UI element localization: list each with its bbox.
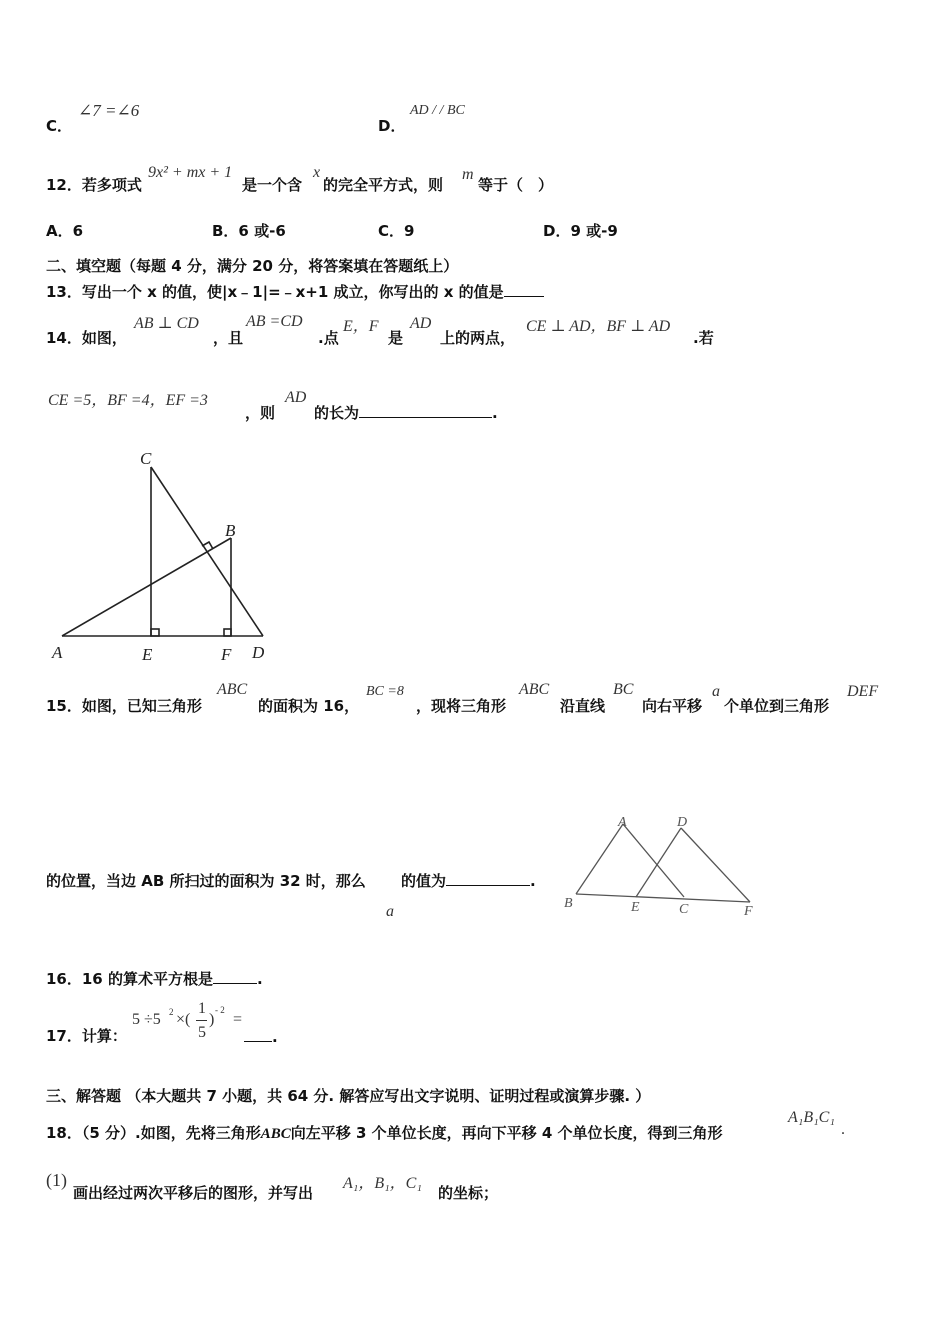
q18-m1: A₁B₁C₁ — [788, 1109, 835, 1126]
q17-label: 17．计算： — [46, 1027, 127, 1045]
q14-answer-blank[interactable] — [359, 403, 492, 418]
option-d-label: D． — [378, 117, 406, 135]
label-b: B — [564, 896, 573, 911]
label-a: A — [52, 643, 63, 662]
q14-m6: CE =5，BF =4，EF =3 — [48, 392, 208, 409]
q15-m4: BC — [613, 681, 634, 698]
line-df — [681, 828, 750, 902]
line-ab — [62, 538, 231, 636]
q12-var-m: m — [462, 166, 474, 183]
label-a: A — [618, 815, 627, 830]
label-f: F — [744, 904, 753, 919]
q15-m3: ABC — [519, 681, 550, 698]
q17-expression — [132, 1000, 252, 1050]
q18-sm: A₁，B₁，C₁ — [343, 1175, 422, 1192]
option-c-label: C． — [46, 117, 73, 135]
q17-times: ×( — [176, 1011, 191, 1028]
q17-answer: . — [244, 1027, 278, 1046]
q16-answer-blank[interactable] — [213, 969, 257, 984]
q14-t4: 是 — [388, 329, 404, 347]
q14-m3: E，F — [343, 318, 379, 335]
label-b: B — [225, 521, 236, 540]
label-d: D — [677, 815, 688, 830]
q15-m5: a — [712, 683, 720, 700]
label-f: F — [221, 645, 232, 664]
q18-s1: 画出经过两次平移后的图形，并写出 — [73, 1184, 314, 1202]
q14-t7: ，则 — [245, 404, 276, 422]
q14-m4: AD — [410, 315, 432, 332]
q16-text: 16．16 的算术平方根是 . — [46, 970, 263, 988]
q15-t7a: 的位置，当边 AB 所扫过的面积为 32 时，那么 — [46, 872, 366, 890]
q18-s2: 的坐标； — [438, 1184, 499, 1202]
q13-answer-blank[interactable] — [504, 282, 544, 297]
q14-m2: AB =CD — [246, 313, 303, 330]
q12-option-d: D．9 或-9 — [543, 222, 618, 240]
q14-t6: .若 — [693, 329, 714, 347]
q18-t1: 18．（5 分）.如图，先将三角形ABC向左平移 3 个单位长度，再向下平移 4 个单位长度，得到三角形 — [46, 1124, 723, 1142]
q15-t1: 15．如图，已知三角形 — [46, 697, 202, 715]
option-c-math: ∠7 =∠6 — [78, 101, 140, 120]
q17-numerator: 1 — [198, 1000, 206, 1017]
q14-t5: 上的两点， — [440, 329, 516, 347]
option-d-math: AD / / BC — [410, 103, 465, 118]
section-2-heading: 二、填空题（每题 4 分，满分 20 分，将答案填在答题纸上） — [46, 257, 459, 275]
right-angle-f — [224, 629, 231, 636]
q15-t5: 向右平移 — [642, 697, 703, 715]
line-ab — [576, 824, 623, 894]
q18-sub-label: (1) — [46, 1170, 67, 1190]
q15-m2: BC =8 — [366, 684, 404, 699]
q15-figure — [558, 810, 763, 922]
q14-m7: AD — [285, 389, 307, 406]
q17-close-paren: ) — [209, 1011, 215, 1028]
q14-t2: ，且 — [213, 329, 244, 347]
label-e: E — [631, 900, 640, 915]
q14-t1: 14．如图， — [46, 329, 127, 347]
q12-text-d: 等于（ ） — [478, 176, 554, 194]
q14-t3: .点 — [318, 329, 339, 347]
q15-t3: ，现将三角形 — [416, 697, 507, 715]
q14-m5: CE ⊥ AD，BF ⊥ AD — [526, 318, 671, 335]
q13-text: 13．写出一个 x 的值，使|x﹣1|=﹣x+1 成立，你写出的 x 的值是 — [46, 281, 544, 302]
q15-m7: a — [386, 903, 394, 920]
q12-text-b: 是一个含 — [242, 176, 303, 194]
q14-t8: 的长为 . — [314, 404, 498, 422]
q15-answer-blank[interactable] — [446, 871, 530, 886]
label-d: D — [252, 643, 265, 662]
q12-var-x: x — [313, 164, 321, 181]
q12-option-c: C．9 — [378, 222, 415, 240]
q14-m1: AB ⊥ CD — [134, 315, 199, 332]
q17-denominator: 5 — [198, 1024, 206, 1041]
q12-poly: 9x² + mx + 1 — [148, 164, 233, 181]
line-bf — [576, 894, 750, 902]
line-ac — [623, 824, 684, 897]
q18-end: . — [841, 1121, 845, 1138]
q15-t2: 的面积为 16， — [258, 697, 360, 715]
q17-exp2: 2 — [169, 1007, 174, 1017]
q12-option-b: B．6 或-6 — [212, 222, 286, 240]
q15-t6: 个单位到三角形 — [724, 697, 830, 715]
label-e: E — [142, 645, 153, 664]
q17-equals: = — [233, 1011, 243, 1028]
q15-m1: ABC — [217, 681, 248, 698]
right-angle-e — [151, 629, 159, 636]
q12-option-a: A．6 — [46, 222, 84, 240]
q12-text-a: 12．若多项式 — [46, 176, 142, 194]
q15-m6: DEF — [847, 683, 879, 700]
q15-t4: 沿直线 — [560, 697, 606, 715]
section-3-heading: 三、解答题 （本大题共 7 小题，共 64 分. 解答应写出文字说明、证明过程或演算步骤. ） — [46, 1087, 651, 1105]
q14-figure — [40, 440, 290, 670]
right-angle-ab-cd — [202, 542, 213, 549]
line-de — [636, 828, 681, 897]
q17-expr-a: 5 ÷5 — [132, 1011, 161, 1028]
label-c: C — [140, 449, 152, 468]
q17-exp-neg2: - 2 — [215, 1005, 225, 1015]
q17-answer-blank[interactable] — [244, 1027, 272, 1042]
q12-text-c: 的完全平方式，则 — [323, 176, 444, 194]
q15-t7b: 的值为 . — [401, 872, 536, 890]
label-c: C — [679, 902, 689, 917]
q17-fraction-bar — [196, 1020, 207, 1021]
